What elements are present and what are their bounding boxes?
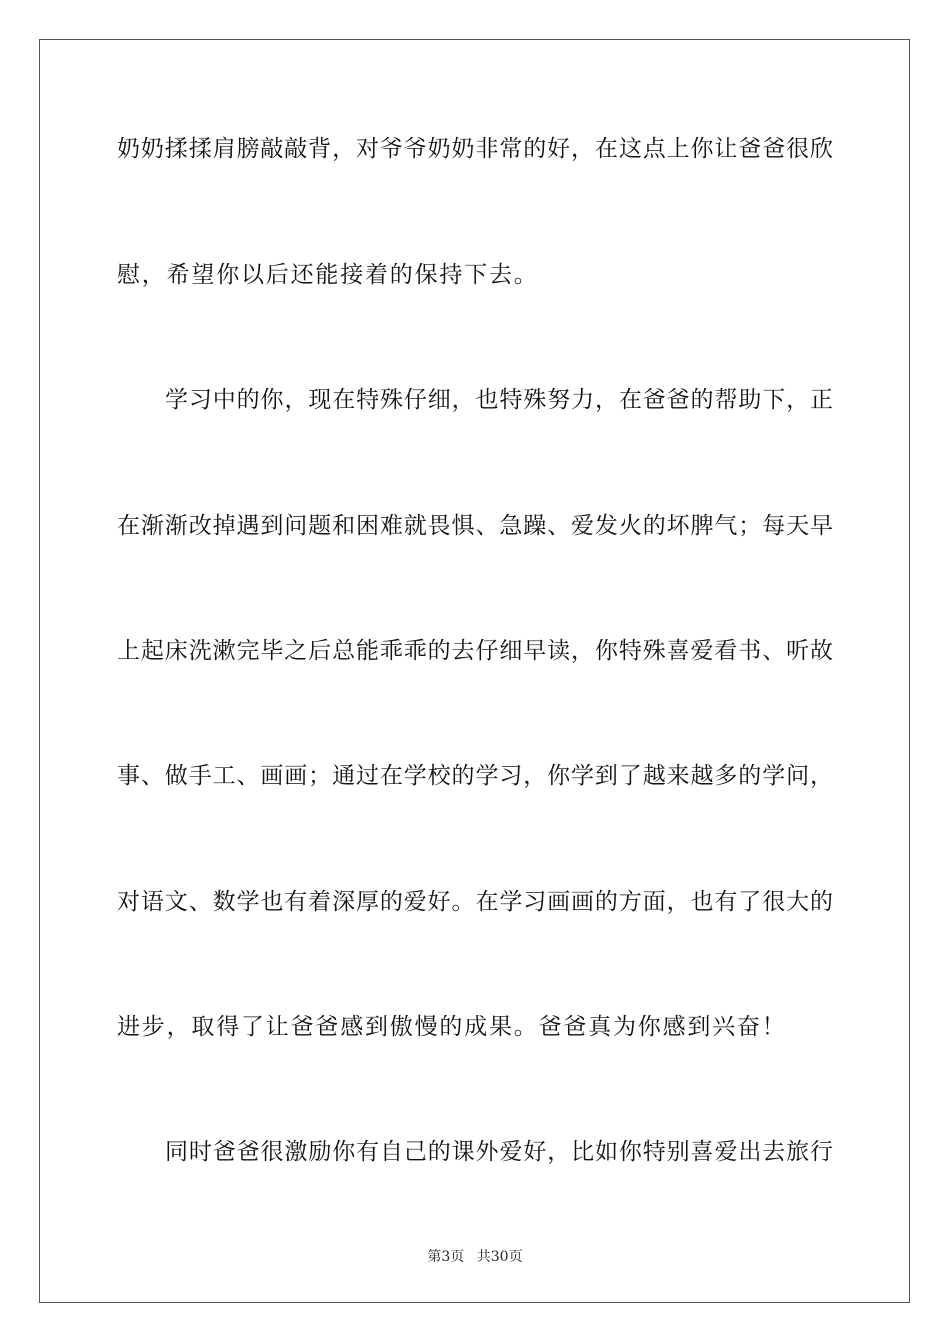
text-line: 在渐渐改掉遇到问题和困难就畏惧、急躁、爱发火的坏脾气；每天早 bbox=[117, 513, 833, 539]
text-line: 慰，希望你以后还能接着的保持下去。 bbox=[117, 262, 539, 288]
paragraph-start-line: 学习中的你，现在特殊仔细，也特殊努力，在爸爸的帮助下，正 bbox=[165, 387, 833, 413]
text-line: 事、做手工、画画；通过在学校的学习，你学到了越来越多的学问， bbox=[117, 763, 833, 789]
page-footer bbox=[0, 1247, 950, 1267]
page-total: 共30页 bbox=[476, 1249, 523, 1265]
paragraph-start-line: 同时爸爸很激励你有自己的课外爱好，比如你特别喜爱出去旅行 bbox=[165, 1139, 833, 1165]
text-line: 上起床洗漱完毕之后总能乖乖的去仔细早读，你特殊喜爱看书、听故 bbox=[117, 638, 833, 664]
text-line: 奶奶揉揉肩膀敲敲背，对爷爷奶奶非常的好，在这点上你让爸爸很欣 bbox=[117, 136, 833, 162]
text-line: 对语文、数学也有着深厚的爱好。在学习画画的方面，也有了很大的 bbox=[117, 889, 833, 915]
page-border bbox=[39, 39, 910, 1303]
page-number: 第3页 bbox=[427, 1249, 465, 1265]
text-line: 进步，取得了让爸爸感到傲慢的成果。爸爸真为你感到兴奋！ bbox=[117, 1014, 787, 1040]
